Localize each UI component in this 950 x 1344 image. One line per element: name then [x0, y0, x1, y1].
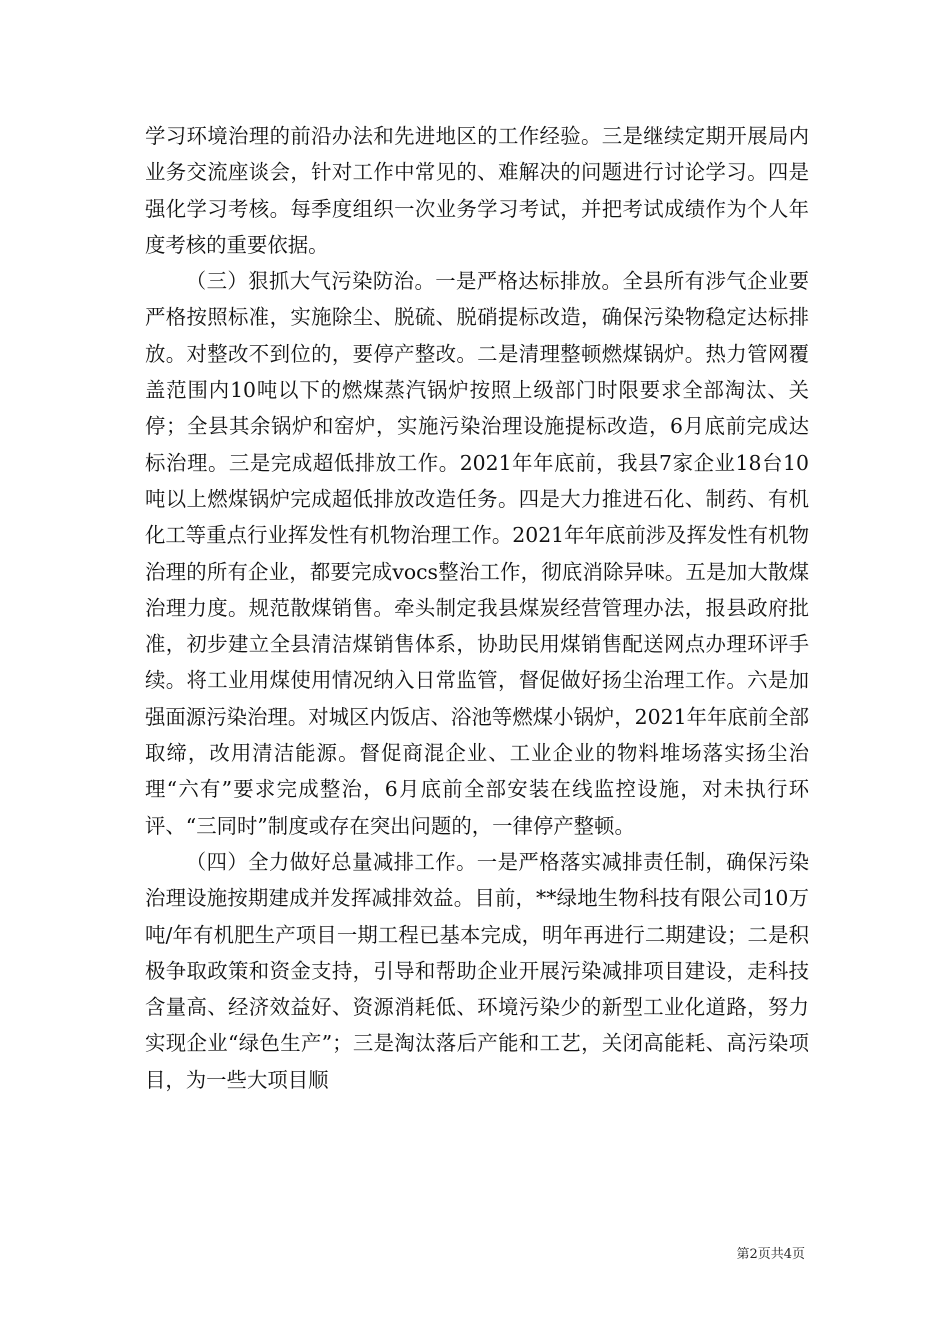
paragraph-2: （三）狠抓大气污染防治。一是严格达标排放。全县所有涉气企业要严格按照标准，实施除尘、脱硫、脱硝提标改造，确保污染物稳定达标排放。对整改不到位的，要停产整改。二是清理整顿燃煤锅炉。热力管网覆盖范围内10吨以下的燃煤蒸汽锅炉按照上级部门时限要求全部淘汰、关停；全县其余锅炉和窑炉，实施污染治理设施提标改造，6月底前完成达标治理。三是完成超低排放工作。2021年年底前，我县7家企业18台10吨以上燃煤锅炉完成超低排放改造任务。四是大力推进石化、制药、有机化工等重点行业挥发性有机物治理工作。2021年年底前涉及挥发性有机物治理的所有企业，都要完成vocs整治工作，彻底消除异味。五是加大散煤治理力度。规范散煤销售。牵头制定我县煤炭经营管理办法，报县政府批准，初步建立全县清洁煤销售体系，协助民用煤销售配送网点办理环评手续。将工业用煤使用情况纳入日常监管，督促做好扬尘治理工作。六是加强面源污染治理。对城区内饭店、浴池等燃煤小锅炉，2021年年底前全部取缔，改用清洁能源。督促商混企业、工业企业的物料堆场落实扬尘治理“六有”要求完成整治，6月底前全部安装在线监控设施，对未执行环评、“三同时”制度或存在突出问题的，一律停产整顿。	[145, 269, 809, 838]
paragraph-1: 学习环境治理的前沿办法和先进地区的工作经验。三是继续定期开展局内业务交流座谈会，针对工作中常见的、难解决的问题进行讨论学习。四是强化学习考核。每季度组织一次业务学习考试，并把考试成绩作为个人年度考核的重要依据。	[145, 124, 809, 257]
document-body	[145, 118, 809, 1098]
paragraph-3: （四）全力做好总量减排工作。一是严格落实减排责任制，确保污染治理设施按期建成并发挥减排效益。目前，**绿地生物科技有限公司10万吨/年有机肥生产项目一期工程已基本完成，明年再进行二期建设；二是积极争取政策和资金支持，引导和帮助企业开展污染减排项目建设，走科技含量高、经济效益好、资源消耗低、环境污染少的新型工业化道路，努力实现企业“绿色生产”；三是淘汰落后产能和工艺，关闭高能耗、高污染项目，为一些大项目顺	[145, 849, 809, 1092]
page-number: 第2页共4页	[736, 1247, 805, 1262]
